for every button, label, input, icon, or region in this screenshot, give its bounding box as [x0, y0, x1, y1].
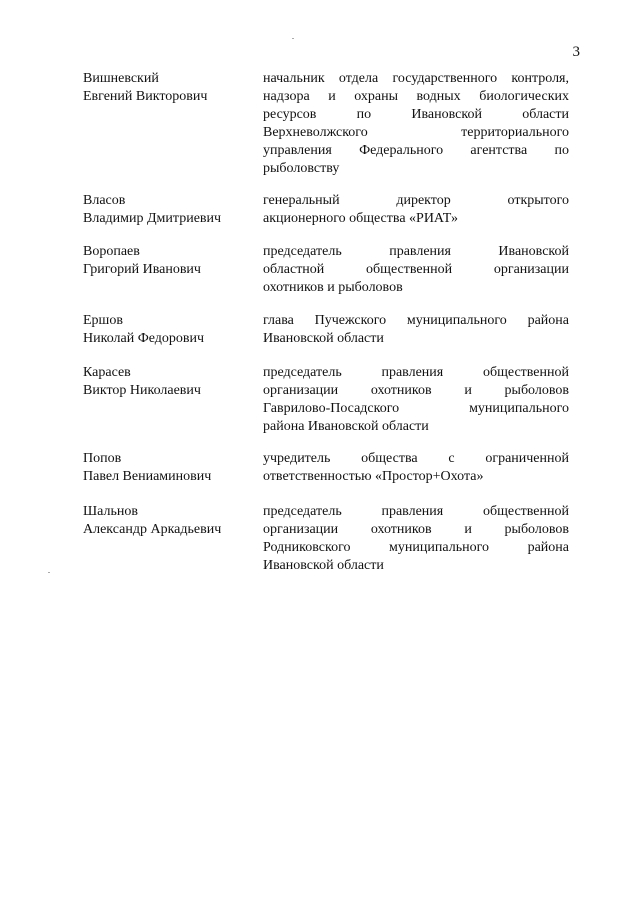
role-line: Родниковского муниципального района: [263, 540, 569, 555]
role-line: председатель правления общественной: [263, 504, 569, 519]
member-given-names: Григорий Иванович: [83, 262, 201, 277]
role-line: генеральный директор открытого: [263, 193, 569, 208]
member-role: [263, 503, 569, 575]
member-name: [83, 503, 253, 539]
member-given-names: Виктор Николаевич: [83, 383, 201, 398]
role-line: организации охотников и рыболовов: [263, 522, 569, 537]
member-surname: Власов: [83, 193, 126, 208]
member-surname: Ершов: [83, 313, 123, 328]
role-line: Гаврилово-Посадского муниципального: [263, 401, 569, 416]
member-given-names: Николай Федорович: [83, 331, 205, 346]
member-role: [263, 364, 569, 436]
role-line: учредитель общества с ограниченной: [263, 451, 569, 466]
member-surname: Попов: [83, 451, 122, 466]
role-line: глава Пучежского муниципального района: [263, 313, 569, 328]
role-line: рыболовству: [263, 161, 340, 176]
member-given-names: Владимир Дмитриевич: [83, 211, 222, 226]
member-role: [263, 312, 569, 348]
role-line: ресурсов по Ивановской области: [263, 107, 569, 122]
member-surname: Шальнов: [83, 504, 138, 519]
member-role: [263, 450, 569, 486]
member-surname: Вишневский: [83, 71, 159, 86]
member-name: [83, 364, 253, 400]
member-name: [83, 192, 253, 228]
member-role: [263, 192, 569, 228]
role-line: организации охотников и рыболовов: [263, 383, 569, 398]
member-given-names: Евгений Викторович: [83, 89, 208, 104]
scan-speck: [48, 572, 50, 573]
role-line: Верхневолжского территориального: [263, 125, 569, 140]
role-line: района Ивановской области: [263, 419, 429, 434]
member-surname: Карасев: [83, 365, 131, 380]
role-line: Ивановской области: [263, 331, 384, 346]
role-line: акционерного общества «РИАТ»: [263, 211, 458, 226]
member-name: [83, 450, 253, 486]
role-line: председатель правления общественной: [263, 365, 569, 380]
role-line: областной общественной организации: [263, 262, 569, 277]
member-role: [263, 243, 569, 297]
role-line: управления Федерального агентства по: [263, 143, 569, 158]
scan-speck: [292, 38, 294, 39]
member-surname: Воропаев: [83, 244, 140, 259]
member-name: [83, 243, 253, 279]
role-line: председатель правления Ивановской: [263, 244, 569, 259]
role-line: надзора и охраны водных биологических: [263, 89, 569, 104]
member-given-names: Александр Аркадьевич: [83, 522, 222, 537]
member-role: [263, 70, 569, 178]
role-line: Ивановской области: [263, 558, 384, 573]
member-name: [83, 312, 253, 348]
page-number: 3: [572, 44, 580, 60]
role-line: охотников и рыболовов: [263, 280, 403, 295]
role-line: ответственностью «Простор+Охота»: [263, 469, 484, 484]
member-given-names: Павел Вениаминович: [83, 469, 212, 484]
role-line: начальник отдела государственного контроля,: [263, 71, 569, 86]
member-name: [83, 70, 253, 106]
